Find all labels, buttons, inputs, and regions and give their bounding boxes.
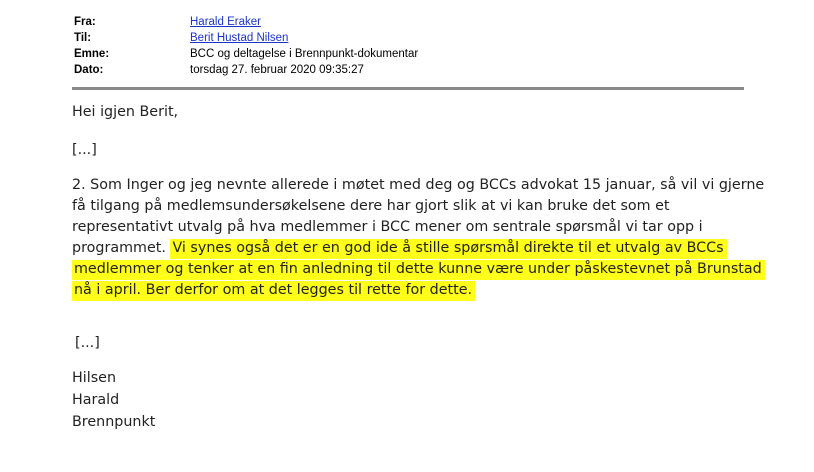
to-row (74, 30, 418, 46)
signature (72, 367, 155, 433)
date-value: torsdag 27. februar 2020 09:35:27 (190, 64, 364, 76)
main-paragraph (72, 175, 772, 301)
from-label: Fra: (74, 16, 96, 28)
subject-label: Emne: (74, 48, 110, 60)
email-header (74, 14, 418, 78)
paragraph-line: 2. Som Inger og jeg nevnte allerede i møtet med deg og BCCs advokat 15 januar, så vil vi gjerne (72, 177, 765, 193)
date-label: Dato: (74, 64, 104, 76)
signature-org: Brennpunkt (72, 414, 156, 430)
paragraph-line-mixed (72, 238, 772, 259)
from-row (74, 14, 418, 30)
highlighted-text: nå i april. Ber derfor om at det legges til rette for dette. (72, 281, 475, 301)
paragraph-line: representativt utvalg på hva medlemmer i BCC mener om sentrale spørsmål vi tar opp i (72, 219, 703, 235)
paragraph-line: få tilgang på medlemsundersøkelsene dere har gjort slik at vi kan bruke det som et (72, 198, 670, 214)
from-link[interactable]: Harald Eraker (190, 16, 261, 28)
paragraph-line-highlighted (72, 280, 772, 301)
signature-name: Harald (72, 392, 120, 408)
ellipsis-bottom: [...] (75, 335, 100, 351)
date-row (74, 62, 418, 78)
paragraph-line-highlighted (72, 259, 772, 280)
paragraph-text: programmet. (72, 240, 166, 256)
subject-row (74, 46, 418, 62)
to-link[interactable]: Berit Hustad Nilsen (190, 32, 289, 44)
highlighted-text: medlemmer og tenker at en fin anledning til dette kunne være under påskestevnet på Brunstad (72, 260, 765, 280)
greeting: Hei igjen Berit, (72, 104, 179, 120)
to-label: Til: (74, 32, 92, 44)
signature-greeting: Hilsen (72, 370, 117, 386)
ellipsis-top: [...] (72, 142, 97, 158)
subject-value: BCC og deltagelse i Brennpunkt-dokumentar (190, 48, 419, 60)
header-divider (72, 87, 744, 90)
highlighted-text: Vi synes også det er en god ide å stille spørsmål direkte til et utvalg av BCCs (170, 239, 726, 259)
